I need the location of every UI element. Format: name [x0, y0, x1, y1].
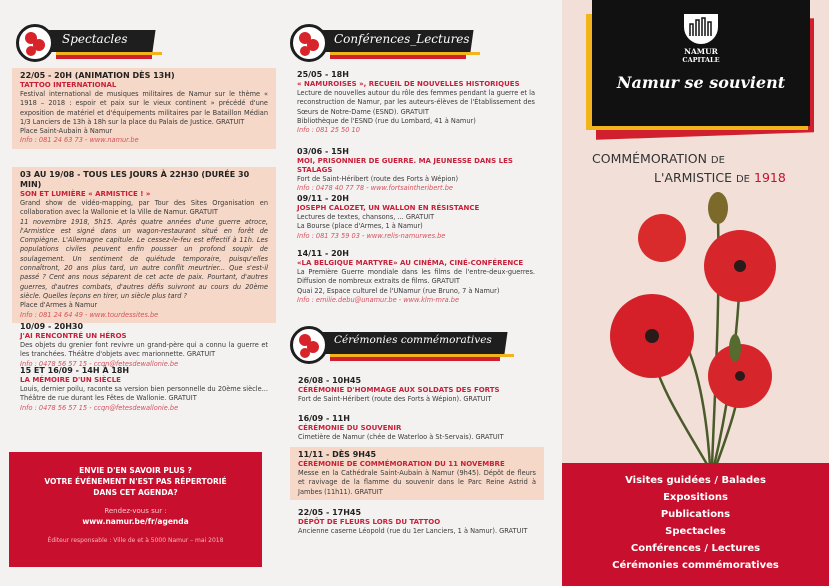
category-item[interactable]: Spectacles: [665, 526, 726, 537]
event-info-link[interactable]: Info : 0478 40 77 78 - www.fortsaintheribert.be: [297, 184, 453, 193]
event-title: CÉRÉMONIE DU SOUVENIR: [298, 424, 402, 432]
promo-question: DANS CET AGENDA?: [93, 488, 178, 497]
section-title: Cérémonies commémoratives: [334, 334, 492, 346]
event-date: 22/05 - 17H45: [298, 508, 362, 517]
category-list: [562, 463, 829, 586]
event-item: [290, 447, 544, 500]
heading-year: 1918: [754, 170, 786, 185]
event-title: JOSEPH CALOZET, UN WALLON EN RÉSISTANCE: [297, 204, 480, 212]
heading-text: COMMÉMORATION: [592, 151, 707, 166]
event-description: Grand show de vidéo-mapping, par Tour des Sites Organisation en collaboration avec la Wallonie et la Ville de Namur. GRATUIT: [20, 199, 268, 217]
promo-rdv: Rendez-vous sur :: [104, 507, 167, 515]
event-item: [298, 414, 536, 442]
event-location: La Bourse (place d'Armes, 1 à Namur): [297, 222, 423, 231]
event-date: 16/09 - 11H: [298, 414, 350, 423]
poppies-illustration: [590, 188, 800, 466]
section-header-conferences: [290, 24, 480, 64]
event-description: Festival international de musiques militaires de Namur sur le thème « 1918 – 2018 : espoir et paix sur le vieux continent » précédé d'une exposition de matériel et d'équipements militaires par le Bataillon Médian 1/3 Lanciers de 13h à 18h sur la place du Palais de Justice. GRATUIT: [20, 90, 268, 126]
event-item: [297, 70, 535, 135]
event-title: CÉRÉMONIE DE COMMÉMORATION DU 11 NOVEMBRE: [298, 460, 505, 468]
event-date: 15 ET 16/09 - 14H À 18H: [20, 366, 130, 375]
poppy-icon: [290, 24, 328, 62]
event-item: [297, 147, 535, 194]
cover-heading: [592, 150, 786, 188]
event-date: 11/11 - DÈS 9H45: [298, 450, 377, 459]
event-item: [297, 249, 535, 305]
category-item[interactable]: Conférences / Lectures: [630, 543, 761, 554]
event-description: Lecture de nouvelles autour du rôle des femmes pendant la guerre et la reconstruction de Namur, par les auteurs-élèves de l'Établissement des Sœurs de Notre-Dame (ESND). GRATUIT: [297, 89, 535, 116]
category-item[interactable]: Publications: [660, 509, 731, 520]
event-item: [12, 167, 276, 323]
cover-title-box: [592, 0, 810, 126]
event-info-link[interactable]: Info : 0478 56 57 15 - ccqn@fetesdewallonie.be: [20, 403, 179, 412]
event-location: Fort de Saint-Héribert (route des Forts à Wépion): [297, 175, 459, 183]
event-location: Place d'Armes à Namur: [20, 301, 98, 310]
event-title: «LA BELGIQUE MARTYRE» AU CINÉMA, CINÉ-CONFÉRENCE: [297, 259, 524, 267]
castle-logo-icon: [684, 14, 718, 44]
event-description: Lectures de textes, chansons, ... GRATUIT: [297, 213, 435, 221]
event-date: 03 AU 19/08 - TOUS LES JOURS À 22H30 (DURÉE 30 MIN): [20, 170, 250, 189]
poppy-icon: [16, 24, 54, 62]
event-title: « NAMUROISES », RECUEIL DE NOUVELLES HISTORIQUES: [297, 80, 520, 88]
logo-text: CAPITALE: [682, 56, 720, 64]
event-item: [298, 508, 536, 536]
event-description: Louis, dernier poilu, raconte sa version bien personnelle du 20ème siècle... Théâtre de rue durant les Fêtes de Wallonie. GRATUIT: [20, 385, 268, 403]
event-info-link[interactable]: Info : 081 24 64 49 - www.tourdessites.be: [20, 310, 159, 319]
heading-text: DE: [735, 174, 751, 185]
event-date: 26/08 - 10H45: [298, 376, 362, 385]
event-date: 14/11 - 20H: [297, 249, 349, 258]
event-date: 03/06 - 15H: [297, 147, 349, 156]
event-description: Fort de Saint-Héribert (route des Forts à Wépion). GRATUIT: [298, 395, 492, 403]
event-location: Bibliothèque de l'ESND (rue du Lombard, 41 à Namur): [297, 116, 476, 125]
event-description: Des objets du grenier font revivre un grand-père qui a connu la guerre et les tranchées. Théâtre d'objets avec marionnette. GRATUIT: [20, 341, 268, 359]
event-description: Ancienne caserne Léopold (rue du 1er Lanciers, 1 à Namur). GRATUIT: [298, 527, 528, 535]
event-description: 11 novembre 1918, 5h15. Après quatre années d'une guerre atroce, l'Armistice est signé dans un wagon-restaurant situé en forêt de Compiègne. L'Allemagne capitule. Le cessez-le-feu est effectif à 11h. Les populations civiles peuvent enfin pousser un profond soupir de soulagement. Un sentiment de quiétude temporaire, puisqu'elles connaîtront, 20 ans plus tard, un autre conflit meurtrier... Que s'est-il passé ? Cent ans nous séparent de cet acte de paix. Pourtant, d'autres guerres, d'autres combats, d'autres défis suivront au cours du 20ème siècle. Quelles leçons en tirer, un siècle plus tard ?: [20, 217, 268, 300]
event-title: MOI, PRISONNIER DE GUERRE. MA JEUNESSE DANS LES STALAGS: [297, 157, 513, 174]
section-title: Spectacles: [62, 32, 128, 46]
publisher-note: Éditeur responsable : Ville de et à 5000 Namur – mai 2018: [47, 537, 224, 544]
event-title: DÉPÔT DE FLEURS LORS DU TATTOO: [298, 518, 441, 526]
event-title: J'AI RENCONTRÉ UN HÉROS: [20, 332, 127, 340]
promo-question: ENVIE D'EN SAVOIR PLUS ?: [79, 466, 192, 475]
category-item[interactable]: Visites guidées / Balades: [625, 475, 766, 486]
event-item: [298, 376, 536, 404]
logo-text: NAMUR: [684, 47, 718, 56]
event-info-link[interactable]: Info : 081 73 59 03 - www.relis-namurwes.be: [297, 231, 446, 240]
event-date: 10/09 - 20H30: [20, 322, 84, 331]
event-info-link[interactable]: Info : 0478 56 57 15 - ccqn@fetesdewallonie.be: [20, 359, 179, 368]
event-title: CÉRÉMONIE D'HOMMAGE AUX SOLDATS DES FORTS: [298, 386, 500, 394]
event-description: La Première Guerre mondiale dans les films de l'entre-deux-guerres. Diffusion de nombreux extraits de films. GRATUIT: [297, 268, 535, 286]
promo-question: VOTRE ÉVÉNEMENT N'EST PAS RÉPERTORIÉ: [44, 477, 227, 486]
event-info-link[interactable]: Info : emilie.debu@unamur.be - www.klm-mra.be: [297, 295, 460, 304]
section-title: Conférences_Lectures: [334, 32, 470, 46]
category-item[interactable]: Expositions: [663, 492, 728, 503]
heading-text: DE: [710, 155, 725, 166]
event-date: 25/05 - 18H: [297, 70, 349, 79]
event-date: 22/05 - 20H (ANIMATION DÈS 13H): [20, 71, 175, 80]
section-header-spectacles: [16, 24, 156, 64]
slogan: Namur se souvient: [616, 73, 786, 92]
event-item: [12, 68, 276, 149]
poppy-icon: [290, 326, 328, 364]
event-description: Cimetière de Namur (chée de Waterloo à St-Servais). GRATUIT: [298, 433, 504, 441]
event-item: [20, 366, 268, 413]
event-info-link[interactable]: Info : 081 24 63 73 - www.namur.be: [20, 136, 139, 145]
agenda-promo-box: [9, 452, 262, 567]
event-location: Place Saint-Aubain à Namur: [20, 127, 113, 136]
event-title: SON ET LUMIÈRE « ARMISTICE ! »: [20, 190, 151, 198]
event-item: [297, 194, 535, 241]
event-info-link[interactable]: Info : 081 25 50 10: [297, 126, 360, 135]
event-title: LA MÉMOIRE D'UN SIÈCLE: [20, 376, 121, 384]
section-header-ceremonies: [290, 326, 520, 366]
event-date: 09/11 - 20H: [297, 194, 349, 203]
event-description: Messe en la Cathédrale Saint-Aubain à Namur (9h45). Dépôt de fleurs et ravivage de la flamme du souvenir dans le Parc Reine Astrid à Jambes (11h11). GRATUIT: [298, 469, 536, 496]
agenda-link[interactable]: www.namur.be/fr/agenda: [82, 517, 189, 526]
event-title: TATTOO INTERNATIONAL: [20, 81, 117, 89]
event-item: [20, 322, 268, 369]
category-item[interactable]: Cérémonies commémoratives: [612, 560, 779, 571]
heading-text: L'ARMISTICE: [654, 170, 732, 185]
event-location: Quai 22, Espace culturel de l'UNamur (rue Bruno, 7 à Namur): [297, 286, 500, 295]
